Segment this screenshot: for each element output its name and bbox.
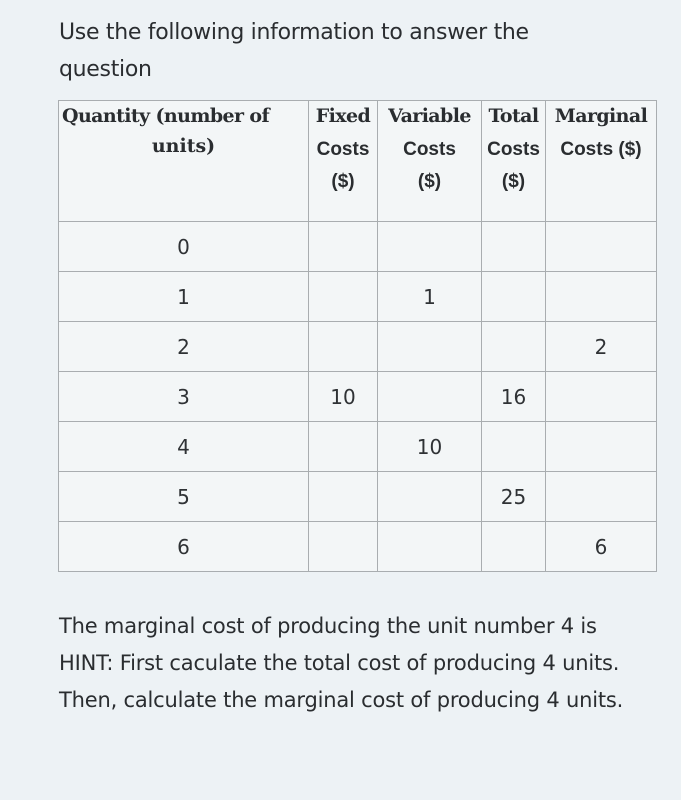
table-row — [59, 472, 657, 522]
table-row — [59, 422, 657, 472]
table-row — [59, 222, 657, 272]
cell-fixed — [309, 222, 378, 272]
cost-table — [58, 100, 657, 572]
cell-variable — [378, 522, 482, 572]
cell-total — [482, 422, 546, 472]
cell-marginal: 2 — [546, 322, 657, 372]
cell-quantity: 6 — [59, 522, 309, 572]
cell-marginal — [546, 422, 657, 472]
table-row — [59, 522, 657, 572]
table-row — [59, 272, 657, 322]
cell-total: 16 — [482, 372, 546, 422]
question-text — [59, 608, 629, 719]
cell-quantity: 0 — [59, 222, 309, 272]
cell-quantity: 1 — [59, 272, 309, 322]
header-marginal-costs: Marginal Costs ($) — [546, 101, 657, 222]
header-quantity: Quantity (number of units) — [59, 101, 309, 222]
cell-marginal — [546, 222, 657, 272]
cell-fixed — [309, 472, 378, 522]
cell-fixed — [309, 422, 378, 472]
cell-variable — [378, 472, 482, 522]
table-header-row — [59, 101, 657, 222]
cell-marginal — [546, 272, 657, 322]
table-row — [59, 372, 657, 422]
cell-quantity: 5 — [59, 472, 309, 522]
header-fixed-costs: Fixed Costs ($) — [309, 101, 378, 222]
cell-variable — [378, 372, 482, 422]
cell-fixed — [309, 522, 378, 572]
intro-line-1: Use the following information to answer the — [59, 20, 529, 45]
question-hint: HINT: First caculate the total cost of producing 4 units. Then, calculate the marginal cost of producing 4 units. — [59, 651, 624, 712]
cell-variable: 1 — [378, 272, 482, 322]
cell-total — [482, 322, 546, 372]
cell-marginal: 6 — [546, 522, 657, 572]
cell-fixed: 10 — [309, 372, 378, 422]
cell-variable — [378, 322, 482, 372]
cell-total — [482, 222, 546, 272]
cell-quantity: 4 — [59, 422, 309, 472]
cell-variable: 10 — [378, 422, 482, 472]
cell-total — [482, 522, 546, 572]
table-row — [59, 322, 657, 372]
cell-total — [482, 272, 546, 322]
cell-quantity: 2 — [59, 322, 309, 372]
question-prompt: The marginal cost of producing the unit number 4 is — [59, 614, 597, 638]
cell-total: 25 — [482, 472, 546, 522]
intro-line-2: question — [59, 57, 152, 82]
intro-text — [59, 14, 619, 88]
cell-fixed — [309, 322, 378, 372]
cell-quantity: 3 — [59, 372, 309, 422]
header-total-costs: Total Costs ($) — [482, 101, 546, 222]
cell-variable — [378, 222, 482, 272]
cell-marginal — [546, 472, 657, 522]
cell-marginal — [546, 372, 657, 422]
header-variable-costs: Variable Costs ($) — [378, 101, 482, 222]
cell-fixed — [309, 272, 378, 322]
